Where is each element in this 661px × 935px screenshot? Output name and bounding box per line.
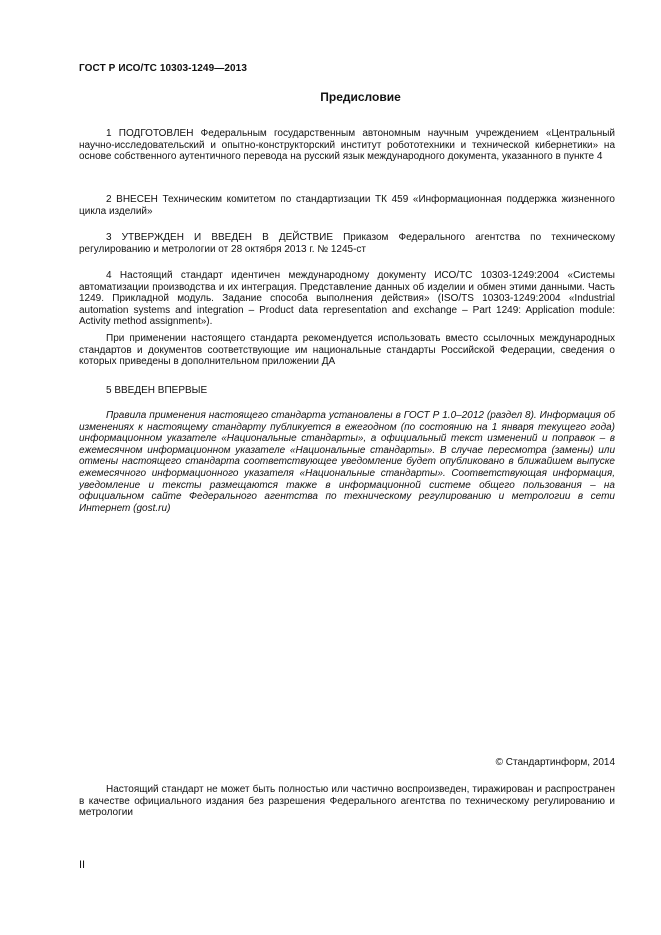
copyright-line: © Стандартинформ, 2014 — [495, 757, 615, 768]
page-title: Предисловие — [320, 90, 401, 104]
section-3-approved: 3 УТВЕРЖДЕН И ВВЕДЕН В ДЕЙСТВИЕ Приказом Федерального агентства по техническому регулированию и метрологии от 28 октября 2013 г. № 1245-ст — [79, 232, 615, 255]
section-1-prepared: 1 ПОДГОТОВЛЕН Федеральным государственным автономным научным учреждением «Центральный научно-исследовательский и опытно-конструкторский институт робототехники и технической кибернетики» на основе собственного аутентичного перевода на русский язык международного документа, указанного в пункте 4 — [79, 128, 615, 163]
section-2-introduced: 2 ВНЕСЕН Техническим комитетом по стандартизации ТК 459 «Информационная поддержка жизненного цикла изделий» — [79, 194, 615, 217]
section-4-identical: 4 Настоящий стандарт идентичен международному документу ИСО/ТС 10303-1249:2004 «Системы автоматизации производства и их интеграция. Представление данных об изделии и обмен этими данными. Часть 1249. Прикладной модуль. Задание способа выполнения действия» (ISO/TS 10303-1249:2004 «Industrial automation systems and integration – Product data representation and exchange – Part 1249: Application module: Activity method assignment»). — [79, 270, 615, 328]
standard-code-header: ГОСТ Р ИСО/ТС 10303-1249—2013 — [79, 63, 247, 74]
section-5-first-introduced: 5 ВВЕДЕН ВПЕРВЫЕ — [106, 385, 208, 396]
section-4-national-refs: При применении настоящего стандарта рекомендуется использовать вместо ссылочных международных стандартов и документов соответствующие им национальные стандарты Российской Федерации, сведения о которых приведены в дополнительном приложении ДА — [79, 333, 615, 368]
page-number: II — [79, 859, 86, 871]
reproduction-notice: Настоящий стандарт не может быть полностью или частично воспроизведен, тиражирован и распространен в качестве официального издания без разрешения Федерального агентства по техническому регулированию и метрологии — [79, 784, 615, 819]
rules-of-application-note: Правила применения настоящего стандарта установлены в ГОСТ Р 1.0–2012 (раздел 8). Информация об изменениях к настоящему стандарту публикуется в ежегодном (по состоянию на 1 января текущего года) информационном указателе «Национальные стандарты», а официальный текст изменений и поправок – в ежемесячном информационном указателе «Национальные стандарты». В случае пересмотра (замены) или отмены настоящего стандарта соответствующее уведомление будет опубликовано в ближайшем выпуске ежемесячного информационного указателя «Национальные стандарты». Соответствующая информация, уведомление и тексты размещаются также в информационной системе общего пользования – на официальном сайте Федерального агентства по техническому регулированию и метрологии в сети Интернет (gost.ru) — [79, 410, 615, 514]
